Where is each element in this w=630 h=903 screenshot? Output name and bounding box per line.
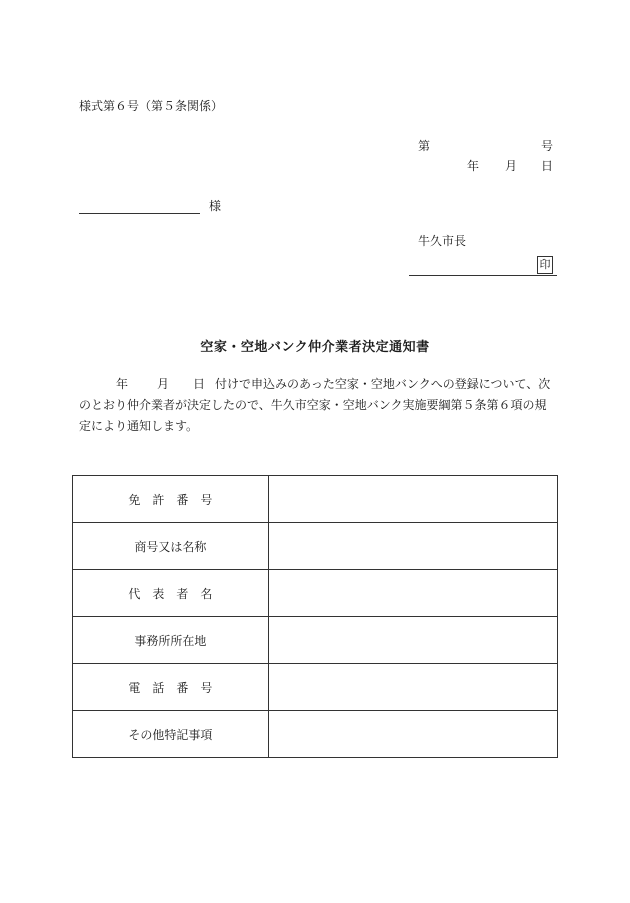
seal-mark: 印	[537, 256, 553, 274]
body-line-1-text: 付けで申込みのあった空家・空地バンクへの登録について、次	[215, 377, 551, 391]
body-date-year: 年	[116, 377, 129, 391]
document-number-label: 第	[418, 139, 431, 153]
license-number-field[interactable]	[268, 476, 557, 523]
broker-info-table	[72, 475, 558, 758]
body-date-day: 日	[193, 377, 206, 391]
table-row	[73, 711, 558, 758]
body-date-month: 月	[157, 377, 170, 391]
document-number-suffix: 号	[541, 139, 554, 153]
table-row	[73, 570, 558, 617]
table-row	[73, 476, 558, 523]
addressee-honorific: 様	[209, 199, 222, 213]
form-number: 様式第６号（第５条関係）	[79, 99, 224, 113]
representative-name-label: 代 表 者 名	[73, 570, 269, 617]
other-notes-field[interactable]	[268, 711, 557, 758]
notice-body-line-1	[79, 374, 557, 395]
issuer-signature-line	[409, 275, 557, 276]
representative-name-field[interactable]	[268, 570, 557, 617]
issuer-title: 牛久市長	[418, 234, 467, 248]
phone-number-field[interactable]	[268, 664, 557, 711]
trade-name-label: 商号又は名称	[73, 523, 269, 570]
table-row	[73, 664, 558, 711]
addressee-name-line	[79, 213, 200, 214]
table-row	[73, 523, 558, 570]
notice-body	[79, 374, 557, 437]
office-address-field[interactable]	[268, 617, 557, 664]
issue-date-day: 日	[541, 159, 554, 173]
license-number-label: 免 許 番 号	[73, 476, 269, 523]
notice-body-line-2: のとおり仲介業者が決定したので、牛久市空家・空地バンク実施要綱第５条第６項の規	[79, 398, 547, 412]
office-address-label: 事務所所在地	[73, 617, 269, 664]
table-row	[73, 617, 558, 664]
other-notes-label: その他特記事項	[73, 711, 269, 758]
document-title: 空家・空地バンク仲介業者決定通知書	[200, 340, 430, 355]
phone-number-label: 電 話 番 号	[73, 664, 269, 711]
issue-date-year: 年	[467, 159, 480, 173]
notice-body-line-3: 定により通知します。	[79, 419, 199, 433]
trade-name-field[interactable]	[268, 523, 557, 570]
issue-date-month: 月	[505, 159, 518, 173]
